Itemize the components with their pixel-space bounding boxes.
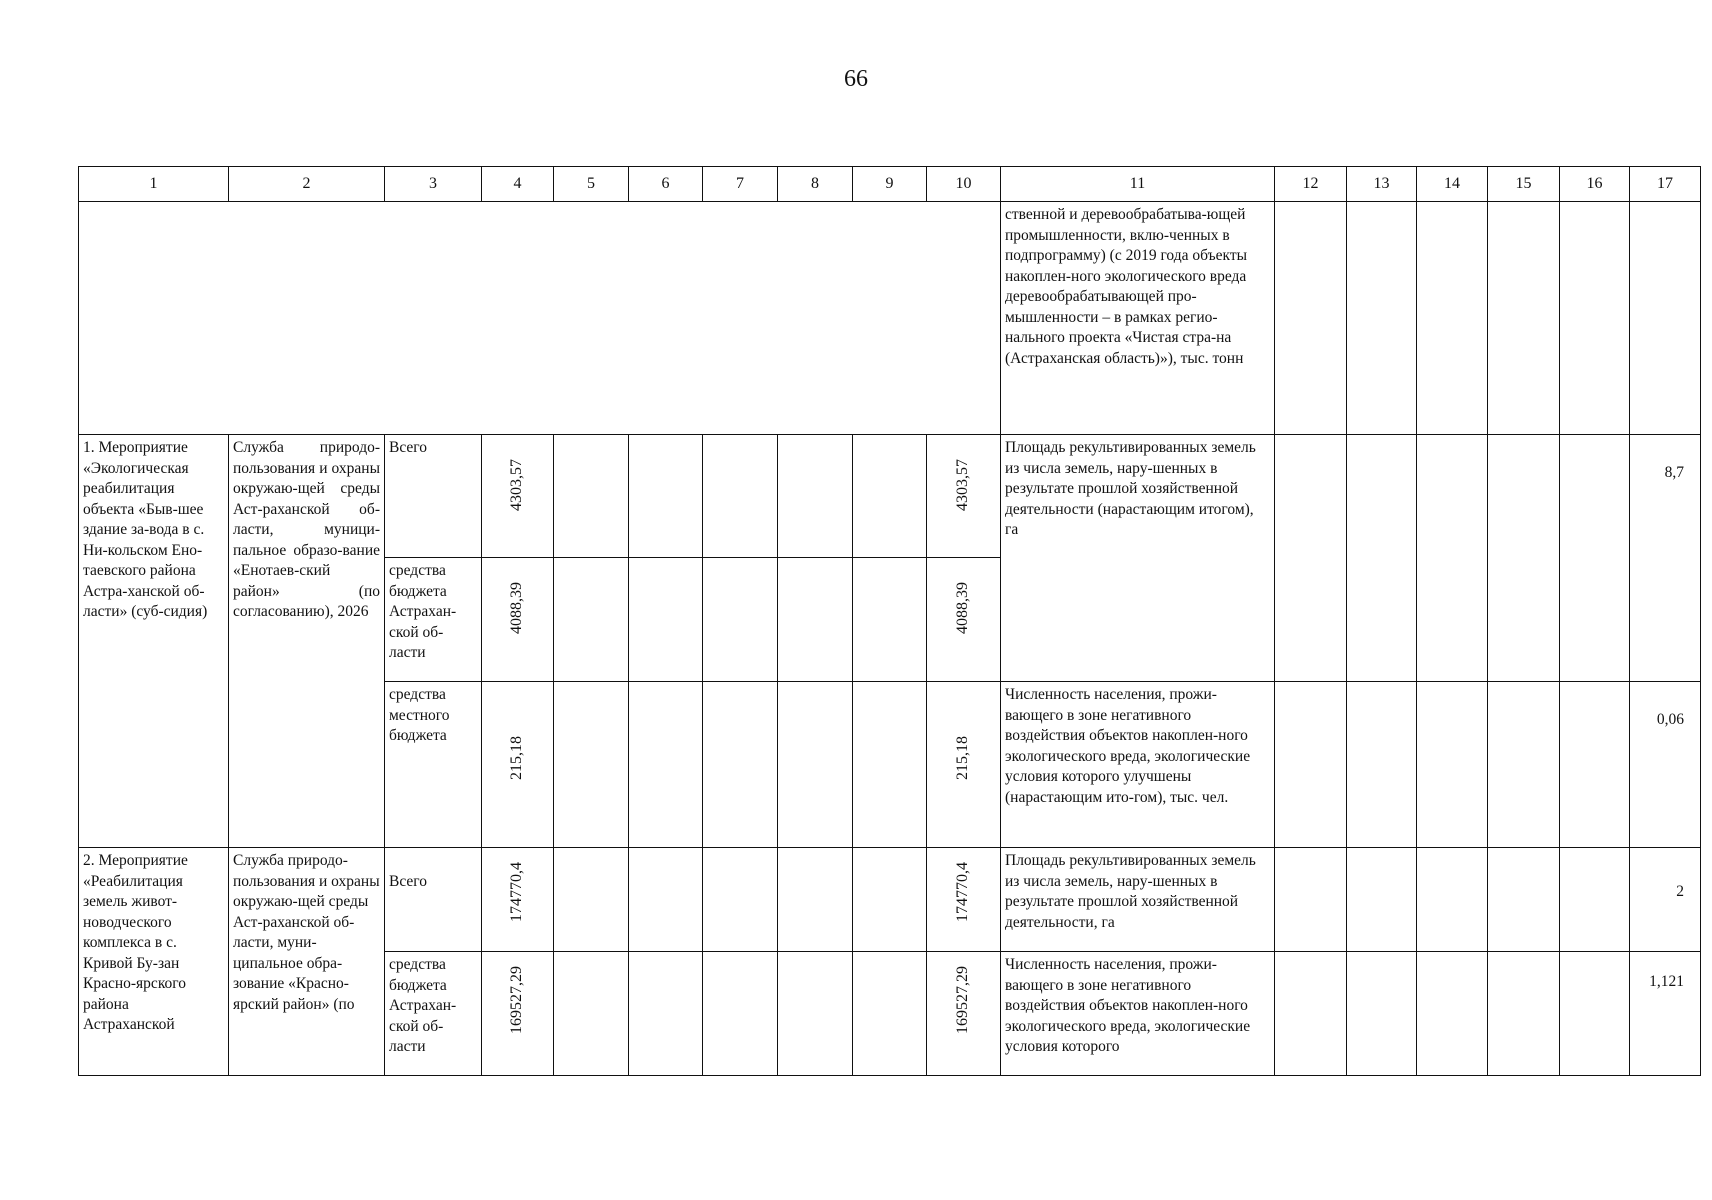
empty-cell bbox=[629, 558, 703, 682]
empty-cell bbox=[1560, 848, 1630, 952]
empty-cell bbox=[629, 952, 703, 1076]
empty-cell bbox=[853, 848, 927, 952]
amount-value: 4088,39 bbox=[508, 582, 526, 634]
column-number: 3 bbox=[385, 167, 482, 202]
column-number: 8 bbox=[778, 167, 853, 202]
amount-value: 169527,29 bbox=[508, 966, 526, 1034]
column-number: 13 bbox=[1347, 167, 1417, 202]
indicator-cell: Численность населения, прожи-вающего в зоне негативного воздействия объектов накоплен-ного экологического вреда, экологические условия которого улучшены (нарастающим ито-гом), тыс. чел. bbox=[1001, 682, 1275, 848]
column-number: 9 bbox=[853, 167, 927, 202]
target-value-cell: 8,7 bbox=[1630, 435, 1701, 682]
program-table bbox=[78, 166, 1701, 1076]
activity-name-cell: 2. Мероприятие «Реабилитация земель живот-новодческого комплекса в с. Кривой Бу-зан Красно-ярского района Астраханской bbox=[79, 848, 229, 1076]
amount-value: 169527,29 bbox=[954, 966, 972, 1034]
column-number-row bbox=[79, 167, 1701, 202]
amount-cell-col4 bbox=[482, 952, 554, 1076]
empty-cell bbox=[1488, 848, 1560, 952]
executor-cell: Служба природо-пользования и охраны окружаю-щей среды Аст-раханской об-ласти, муници-пальное образо-вание «Енотаев-ский район» (по согласованию), 2026 bbox=[229, 435, 385, 848]
amount-cell-col10 bbox=[927, 952, 1001, 1076]
empty-cell bbox=[1347, 952, 1417, 1076]
empty-cell bbox=[1417, 202, 1488, 435]
empty-cell bbox=[1417, 848, 1488, 952]
empty-cell bbox=[1560, 682, 1630, 848]
column-number: 16 bbox=[1560, 167, 1630, 202]
column-number: 14 bbox=[1417, 167, 1488, 202]
amount-cell-col4 bbox=[482, 848, 554, 952]
empty-cell bbox=[853, 435, 927, 558]
amount-value: 174770,4 bbox=[954, 862, 972, 922]
page-number: 66 bbox=[844, 66, 868, 92]
activity-name-cell: 1. Мероприятие «Экологическая реабилитация объекта «Быв-шее здание за-вода в с. Ни-кольском Ено-таевского района Астра-ханской об-ласти» (суб-сидия) bbox=[79, 435, 229, 848]
empty-cell bbox=[1347, 848, 1417, 952]
funding-source-cell: Всего bbox=[385, 848, 482, 952]
executor-cell: Служба природо-пользования и охраны окружаю-щей среды Аст-раханской об-ласти, муни-ципальное обра-зование «Красно-ярский район» (по bbox=[229, 848, 385, 1076]
empty-cell bbox=[1347, 202, 1417, 435]
table-row bbox=[79, 848, 1701, 952]
empty-cell bbox=[778, 682, 853, 848]
column-number: 15 bbox=[1488, 167, 1560, 202]
empty-cell bbox=[778, 435, 853, 558]
empty-cell bbox=[1488, 435, 1560, 682]
funding-source-cell: средства бюджета Астрахан-ской об-ласти bbox=[385, 952, 482, 1076]
empty-cell bbox=[554, 558, 629, 682]
amount-cell-col4 bbox=[482, 435, 554, 558]
empty-cell bbox=[1560, 435, 1630, 682]
empty-cell bbox=[703, 952, 778, 1076]
empty-cell bbox=[703, 435, 778, 558]
column-number: 7 bbox=[703, 167, 778, 202]
empty-cell bbox=[1275, 202, 1347, 435]
empty-cell bbox=[1275, 952, 1347, 1076]
empty-cell bbox=[853, 682, 927, 848]
continuation-row bbox=[79, 202, 1701, 435]
amount-cell-col10 bbox=[927, 682, 1001, 848]
amount-cell-col4 bbox=[482, 682, 554, 848]
amount-value: 215,18 bbox=[508, 736, 526, 780]
empty-cell bbox=[629, 435, 703, 558]
empty-cell bbox=[1488, 952, 1560, 1076]
continuation-blank-cell bbox=[79, 202, 1001, 435]
amount-cell-col10 bbox=[927, 558, 1001, 682]
empty-cell bbox=[778, 952, 853, 1076]
empty-cell bbox=[554, 682, 629, 848]
empty-cell bbox=[1560, 952, 1630, 1076]
empty-cell bbox=[1275, 682, 1347, 848]
column-number: 10 bbox=[927, 167, 1001, 202]
column-number: 6 bbox=[629, 167, 703, 202]
empty-cell bbox=[1630, 202, 1701, 435]
empty-cell bbox=[554, 848, 629, 952]
column-number: 1 bbox=[79, 167, 229, 202]
amount-cell-col10 bbox=[927, 435, 1001, 558]
empty-cell bbox=[1560, 202, 1630, 435]
empty-cell bbox=[1488, 682, 1560, 848]
amount-value: 215,18 bbox=[954, 736, 972, 780]
amount-value: 4303,57 bbox=[508, 459, 526, 511]
amount-value: 4303,57 bbox=[954, 459, 972, 511]
empty-cell bbox=[554, 952, 629, 1076]
column-number: 17 bbox=[1630, 167, 1701, 202]
amount-value: 174770,4 bbox=[508, 862, 526, 922]
target-value-cell: 0,06 bbox=[1630, 682, 1701, 848]
empty-cell bbox=[1275, 435, 1347, 682]
empty-cell bbox=[1275, 848, 1347, 952]
column-number: 2 bbox=[229, 167, 385, 202]
empty-cell bbox=[1417, 952, 1488, 1076]
indicator-cell: Численность населения, прожи-вающего в зоне негативного воздействия объектов накоплен-ного экологического вреда, экологические условия которого bbox=[1001, 952, 1275, 1076]
empty-cell bbox=[554, 435, 629, 558]
funding-source-cell: Всего bbox=[385, 435, 482, 558]
empty-cell bbox=[1417, 435, 1488, 682]
empty-cell bbox=[853, 952, 927, 1076]
funding-source-cell: средства бюджета Астрахан-ской об-ласти bbox=[385, 558, 482, 682]
amount-value: 4088,39 bbox=[954, 582, 972, 634]
empty-cell bbox=[629, 682, 703, 848]
empty-cell bbox=[853, 558, 927, 682]
indicator-cell: Площадь рекультивированных земель из числа земель, нару-шенных в результате прошлой хозяйственной деятельности (нарастающим итогом), га bbox=[1001, 435, 1275, 682]
empty-cell bbox=[1488, 202, 1560, 435]
empty-cell bbox=[629, 848, 703, 952]
indicator-cell: Площадь рекультивированных земель из числа земель, нару-шенных в результате прошлой хозяйственной деятельности, га bbox=[1001, 848, 1275, 952]
empty-cell bbox=[703, 558, 778, 682]
empty-cell bbox=[703, 848, 778, 952]
amount-cell-col4 bbox=[482, 558, 554, 682]
empty-cell bbox=[778, 558, 853, 682]
funding-source-cell: средства местного бюджета bbox=[385, 682, 482, 848]
table-row bbox=[79, 435, 1701, 558]
empty-cell bbox=[1347, 682, 1417, 848]
column-number: 5 bbox=[554, 167, 629, 202]
empty-cell bbox=[1347, 435, 1417, 682]
indicator-cell: ственной и деревообрабатыва-ющей промышленности, вклю-ченных в подпрограмму) (с 2019 года объекты накоплен-ного экологического вреда деревообрабатывающей про-мышленности – в рамках регио-нального проекта «Чистая стра-на (Астраханская область)»), тыс. тонн bbox=[1001, 202, 1275, 435]
column-number: 12 bbox=[1275, 167, 1347, 202]
target-value-cell: 2 bbox=[1630, 848, 1701, 952]
target-value-cell: 1,121 bbox=[1630, 952, 1701, 1076]
amount-cell-col10 bbox=[927, 848, 1001, 952]
column-number: 11 bbox=[1001, 167, 1275, 202]
empty-cell bbox=[778, 848, 853, 952]
column-number: 4 bbox=[482, 167, 554, 202]
empty-cell bbox=[1417, 682, 1488, 848]
empty-cell bbox=[703, 682, 778, 848]
